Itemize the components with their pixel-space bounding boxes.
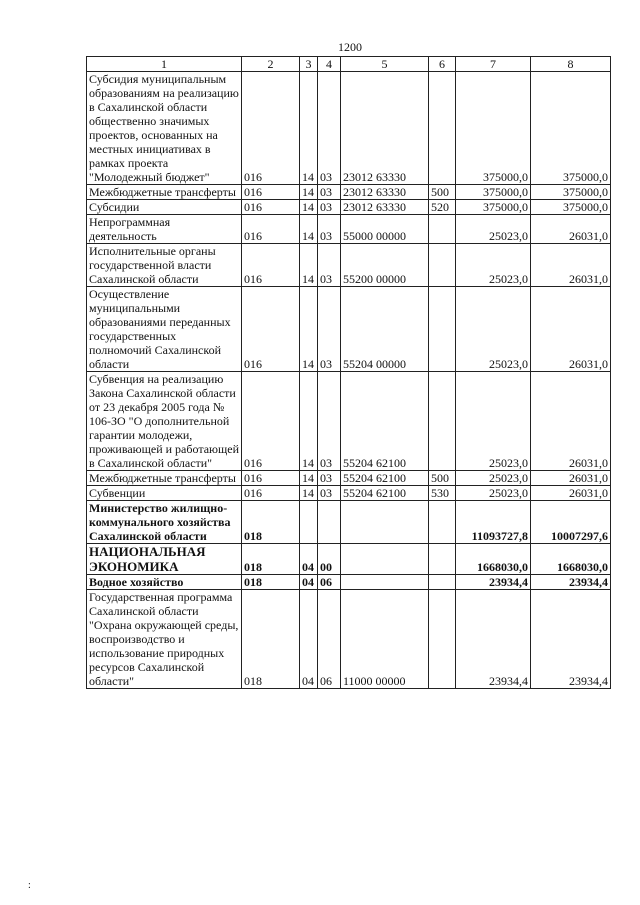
row-expense-type <box>429 501 456 544</box>
row-ministry-code: 016 <box>242 215 300 244</box>
row-name: Непрограммная деятельность <box>87 215 242 244</box>
row-ministry-code: 018 <box>242 544 300 575</box>
row-expense-type <box>429 575 456 590</box>
row-name: Межбюджетные трансферты <box>87 471 242 486</box>
row-amount-2: 375000,0 <box>531 200 611 215</box>
row-amount-1: 25023,0 <box>456 471 531 486</box>
row-subsection-code: 03 <box>318 72 341 185</box>
row-target-code: 11000 00000 <box>341 590 429 689</box>
row-name: Государственная программа Сахалинской области "Охрана окружающей среды, воспроизводство и использование природных ресурсов Сахалинской области" <box>87 590 242 689</box>
row-subsection-code: 03 <box>318 215 341 244</box>
row-name: Министерство жилищно-коммунального хозяйства Сахалинской области <box>87 501 242 544</box>
table-row <box>87 287 611 372</box>
table-row <box>87 215 611 244</box>
header-cell: 8 <box>531 57 611 72</box>
row-amount-2: 26031,0 <box>531 287 611 372</box>
row-amount-1: 25023,0 <box>456 244 531 287</box>
table-row <box>87 200 611 215</box>
row-section-code: 14 <box>300 486 318 501</box>
row-ministry-code: 016 <box>242 287 300 372</box>
row-amount-2: 1668030,0 <box>531 544 611 575</box>
row-amount-1: 375000,0 <box>456 200 531 215</box>
row-amount-1: 375000,0 <box>456 185 531 200</box>
row-amount-2: 10007297,6 <box>531 501 611 544</box>
table-row <box>87 185 611 200</box>
row-target-code: 23012 63330 <box>341 185 429 200</box>
row-subsection-code: 03 <box>318 244 341 287</box>
table-row <box>87 244 611 287</box>
row-amount-2: 26031,0 <box>531 215 611 244</box>
row-name: Водное хозяйство <box>87 575 242 590</box>
row-expense-type <box>429 215 456 244</box>
row-expense-type <box>429 544 456 575</box>
budget-table <box>86 56 611 689</box>
row-expense-type: 530 <box>429 486 456 501</box>
row-amount-1: 375000,0 <box>456 72 531 185</box>
row-expense-type <box>429 590 456 689</box>
row-subsection-code: 03 <box>318 372 341 471</box>
row-section-code <box>300 501 318 544</box>
row-ministry-code: 016 <box>242 244 300 287</box>
row-expense-type <box>429 244 456 287</box>
row-target-code <box>341 575 429 590</box>
row-ministry-code: 016 <box>242 486 300 501</box>
header-cell: 5 <box>341 57 429 72</box>
row-ministry-code: 018 <box>242 501 300 544</box>
row-amount-2: 26031,0 <box>531 372 611 471</box>
row-subsection-code: 06 <box>318 590 341 689</box>
row-amount-1: 25023,0 <box>456 372 531 471</box>
row-amount-1: 23934,4 <box>456 575 531 590</box>
row-section-code: 14 <box>300 244 318 287</box>
row-section-code: 14 <box>300 287 318 372</box>
table-row <box>87 372 611 471</box>
row-amount-1: 25023,0 <box>456 287 531 372</box>
row-subsection-code: 03 <box>318 486 341 501</box>
row-ministry-code: 018 <box>242 575 300 590</box>
table-row <box>87 471 611 486</box>
table-row <box>87 72 611 185</box>
row-section-code: 14 <box>300 215 318 244</box>
row-amount-1: 1668030,0 <box>456 544 531 575</box>
row-amount-1: 25023,0 <box>456 215 531 244</box>
row-amount-2: 375000,0 <box>531 185 611 200</box>
row-target-code: 55000 00000 <box>341 215 429 244</box>
row-expense-type: 520 <box>429 200 456 215</box>
header-cell: 4 <box>318 57 341 72</box>
row-amount-2: 23934,4 <box>531 590 611 689</box>
row-subsection-code: 00 <box>318 544 341 575</box>
row-name: Субсидии <box>87 200 242 215</box>
header-cell: 3 <box>300 57 318 72</box>
row-amount-1: 25023,0 <box>456 486 531 501</box>
table-row <box>87 590 611 689</box>
row-ministry-code: 016 <box>242 200 300 215</box>
row-subsection-code: 03 <box>318 287 341 372</box>
header-cell: 7 <box>456 57 531 72</box>
row-subsection-code <box>318 501 341 544</box>
row-expense-type: 500 <box>429 471 456 486</box>
row-subsection-code: 06 <box>318 575 341 590</box>
row-amount-2: 26031,0 <box>531 486 611 501</box>
row-ministry-code: 016 <box>242 471 300 486</box>
row-subsection-code: 03 <box>318 185 341 200</box>
row-ministry-code: 016 <box>242 72 300 185</box>
row-target-code: 55204 62100 <box>341 486 429 501</box>
table-row <box>87 575 611 590</box>
row-name: Субвенция на реализацию Закона Сахалинской области от 23 декабря 2005 года № 106-ЗО "О дополнительной гарантии молодежи, проживающей и работающей в Сахалинской области" <box>87 372 242 471</box>
header-cell: 2 <box>242 57 300 72</box>
table-header-row <box>87 57 611 72</box>
row-target-code: 23012 63330 <box>341 200 429 215</box>
row-section-code: 04 <box>300 590 318 689</box>
row-name: Осуществление муниципальными образованиями переданных государственных полномочий Сахалинской области <box>87 287 242 372</box>
row-amount-2: 26031,0 <box>531 244 611 287</box>
row-section-code: 04 <box>300 575 318 590</box>
row-ministry-code: 016 <box>242 372 300 471</box>
table-row <box>87 486 611 501</box>
row-target-code <box>341 501 429 544</box>
row-subsection-code: 03 <box>318 471 341 486</box>
row-expense-type <box>429 72 456 185</box>
row-expense-type: 500 <box>429 185 456 200</box>
row-amount-2: 23934,4 <box>531 575 611 590</box>
row-name: Межбюджетные трансферты <box>87 185 242 200</box>
row-expense-type <box>429 287 456 372</box>
row-target-code: 55204 00000 <box>341 287 429 372</box>
stray-mark: : <box>28 880 31 891</box>
row-name: Субсидия муниципальным образованиям на реализацию в Сахалинской области общественно значимых проектов, основанных на местных инициативах в рамках проекта "Молодежный бюджет" <box>87 72 242 185</box>
header-cell: 1 <box>87 57 242 72</box>
table-row <box>87 544 611 575</box>
row-target-code: 55200 00000 <box>341 244 429 287</box>
row-amount-2: 26031,0 <box>531 471 611 486</box>
row-target-code: 55204 62100 <box>341 471 429 486</box>
row-section-code: 14 <box>300 72 318 185</box>
row-expense-type <box>429 372 456 471</box>
row-section-code: 14 <box>300 200 318 215</box>
row-ministry-code: 018 <box>242 590 300 689</box>
table-row <box>87 501 611 544</box>
row-ministry-code: 016 <box>242 185 300 200</box>
row-section-code: 14 <box>300 471 318 486</box>
row-section-code: 04 <box>300 544 318 575</box>
row-subsection-code: 03 <box>318 200 341 215</box>
page-number: 1200 <box>338 40 362 54</box>
row-target-code: 23012 63330 <box>341 72 429 185</box>
header-cell: 6 <box>429 57 456 72</box>
row-amount-1: 23934,4 <box>456 590 531 689</box>
row-name: НАЦИОНАЛЬНАЯ ЭКОНОМИКА <box>87 544 242 575</box>
row-amount-1: 11093727,8 <box>456 501 531 544</box>
row-amount-2: 375000,0 <box>531 72 611 185</box>
row-target-code: 55204 62100 <box>341 372 429 471</box>
row-name: Исполнительные органы государственной власти Сахалинской области <box>87 244 242 287</box>
row-name: Субвенции <box>87 486 242 501</box>
row-section-code: 14 <box>300 372 318 471</box>
row-section-code: 14 <box>300 185 318 200</box>
row-target-code <box>341 544 429 575</box>
